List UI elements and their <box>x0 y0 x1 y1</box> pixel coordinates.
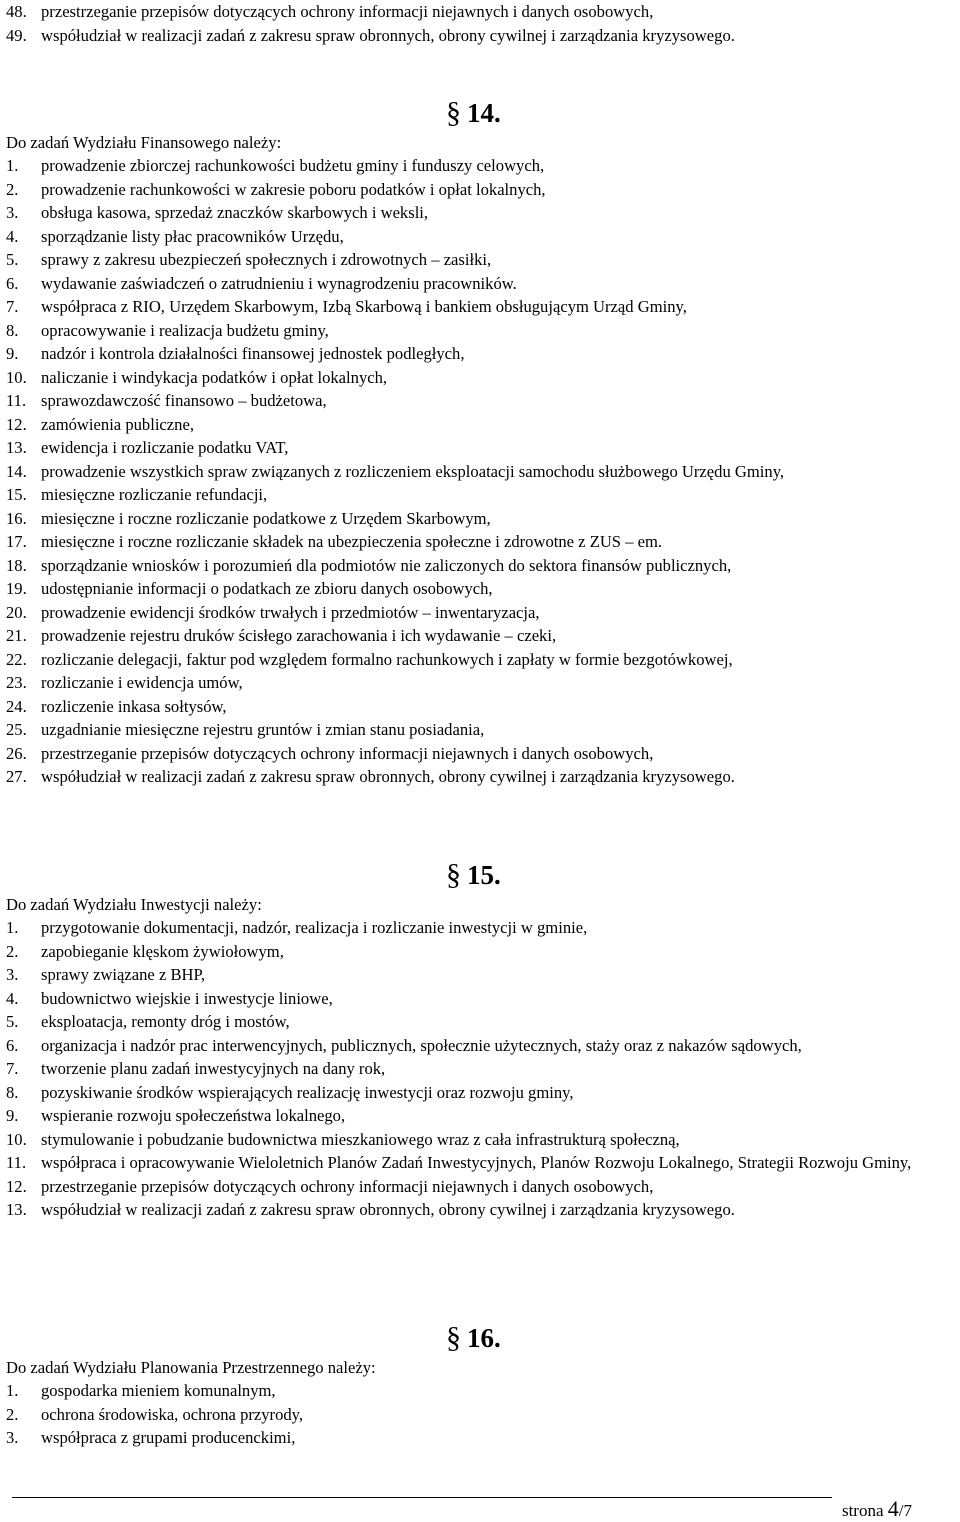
list-item <box>6 554 956 578</box>
item-number: 5. <box>6 250 19 269</box>
section-15 <box>6 855 956 1222</box>
item-number: 5. <box>6 1012 19 1031</box>
item-text: wspieranie rozwoju społeczeństwa lokalnego, <box>41 1106 346 1125</box>
item-number: 4. <box>6 988 19 1008</box>
item-text: współudział w realizacji zadań z zakresu spraw obronnych, obrony cywilnej i zarządzania kryzysowego. <box>41 767 735 786</box>
item-number: 12. <box>6 1176 27 1196</box>
list-item <box>6 1104 956 1128</box>
item-text: organizacja i nadzór prac interwencyjnych, publicznych, społecznie użytecznych, staży oraz z nakazów sądowych, <box>41 1035 802 1055</box>
item-number: 14. <box>6 461 27 481</box>
list-item <box>6 1151 956 1175</box>
section-intro: Do zadań Wydziału Finansowego należy: <box>6 133 282 152</box>
item-text: sprawy z zakresu ubezpieczeń społecznych i zdrowotnych – zasiłki, <box>41 250 492 269</box>
item-text: przestrzeganie przepisów dotyczących ochrony informacji niejawnych i danych osobowych, <box>41 2 654 21</box>
item-text: współpraca i opracowywanie Wieloletnich Planów Zadań Inwestycyjnych, Planów Rozwoju Lokalnego, Strategii Rozwoju Gminy, <box>41 1153 912 1172</box>
item-number: 18. <box>6 555 27 575</box>
section-heading <box>6 1318 956 1358</box>
item-text: prowadzenie zbiorczej rachunkowości budżetu gminy i funduszy celowych, <box>41 156 545 175</box>
item-text: pozyskiwanie środków wspierających realizację inwestycji oraz rozwoju gminy, <box>41 1082 574 1102</box>
item-number: 1. <box>6 156 19 175</box>
item-text: przestrzeganie przepisów dotyczących ochrony informacji niejawnych i danych osobowych, <box>41 743 654 763</box>
list-item <box>6 436 956 460</box>
item-text: współpraca z RIO, Urzędem Skarbowym, Izbą Skarbową i bankiem obsługującym Urząd Gminy, <box>41 297 687 316</box>
list-item <box>6 507 956 531</box>
continued-list <box>6 0 956 47</box>
section-intro: Do zadań Wydziału Inwestycji należy: <box>6 895 262 914</box>
item-text: eksploatacja, remonty dróg i mostów, <box>41 1012 290 1031</box>
item-text: prowadzenie rachunkowości w zakresie poboru podatków i opłat lokalnych, <box>41 179 546 199</box>
current-page-number: 4 <box>887 1496 899 1521</box>
list-item <box>6 1034 956 1058</box>
item-number: 11. <box>6 391 27 410</box>
item-text: przestrzeganie przepisów dotyczących ochrony informacji niejawnych i danych osobowych, <box>41 1176 654 1196</box>
item-text: zamówienia publiczne, <box>41 414 194 434</box>
item-text: prowadzenie rejestru druków ścisłego zarachowania i ich wydawanie – czeki, <box>41 626 557 645</box>
item-text: sprawozdawczość finansowo – budżetowa, <box>41 391 327 410</box>
item-text: obsługa kasowa, sprzedaż znaczków skarbowych i weksli, <box>41 203 429 222</box>
item-text: współudział w realizacji zadań z zakresu spraw obronnych, obrony cywilnej i zarządzania kryzysowego. <box>41 1200 735 1219</box>
list-item <box>6 1175 956 1199</box>
section-intro: Do zadań Wydziału Planowania Przestrzennego należy: <box>6 1358 376 1377</box>
item-text: opracowywanie i realizacja budżetu gminy, <box>41 320 329 340</box>
item-number: 2. <box>6 941 19 961</box>
item-number: 1. <box>6 1381 19 1400</box>
section-number: 14. <box>467 98 501 128</box>
list-item <box>6 765 956 789</box>
item-number: 19. <box>6 579 27 598</box>
item-text: prowadzenie wszystkich spraw związanych z rozliczeniem eksploatacji samochodu służbowego Urzędu Gminy, <box>41 461 785 481</box>
footer-divider <box>12 1497 832 1498</box>
list-item <box>6 963 956 987</box>
item-text: współpraca z grupami producenckimi, <box>41 1428 296 1447</box>
list-item <box>6 1057 956 1081</box>
item-text: uzgadnianie miesięczne rejestru gruntów i zmian stanu posiadania, <box>41 720 485 739</box>
list-item <box>6 366 956 390</box>
list-item <box>6 248 956 272</box>
item-text: miesięczne i roczne rozliczanie podatkowe z Urzędem Skarbowym, <box>41 508 491 528</box>
item-number: 10. <box>6 1129 27 1149</box>
item-number: 12. <box>6 414 27 434</box>
item-number: 16. <box>6 508 27 528</box>
item-text: stymulowanie i pobudzanie budownictwa mieszkaniowego wraz z cała infrastrukturą społeczną, <box>41 1129 680 1149</box>
list-item <box>6 916 956 940</box>
list-item <box>6 389 956 413</box>
item-text: wydawanie zaświadczeń o zatrudnieniu i wynagrodzeniu pracowników. <box>41 273 517 293</box>
item-number: 3. <box>6 965 19 984</box>
list-item <box>6 178 956 202</box>
item-text: budownictwo wiejskie i inwestycje liniowe, <box>41 988 333 1008</box>
item-number: 22. <box>6 649 27 669</box>
list-item <box>6 601 956 625</box>
list-item <box>6 940 956 964</box>
item-number: 9. <box>6 1106 19 1125</box>
item-text: miesięczne i roczne rozliczanie składek na ubezpieczenia społeczne i zdrowotne z ZUS – em. <box>41 532 663 551</box>
list-item <box>6 342 956 366</box>
task-list <box>6 154 956 789</box>
list-item <box>6 624 956 648</box>
item-number: 24. <box>6 696 27 716</box>
item-number: 6. <box>6 273 19 293</box>
item-number: 9. <box>6 344 19 363</box>
list-item <box>6 0 956 24</box>
item-text: prowadzenie ewidencji środków trwałych i przedmiotów – inwentaryzacja, <box>41 602 540 622</box>
item-number: 49. <box>6 25 27 45</box>
task-list <box>6 1379 956 1450</box>
item-text: zapobieganie klęskom żywiołowym, <box>41 941 284 961</box>
list-item <box>6 413 956 437</box>
item-text: nadzór i kontrola działalności finansowej jednostek podległych, <box>41 344 465 363</box>
list-item <box>6 1081 956 1105</box>
list-item <box>6 295 956 319</box>
item-text: ewidencja i rozliczanie podatku VAT, <box>41 438 289 457</box>
item-number: 13. <box>6 1200 27 1219</box>
item-number: 11. <box>6 1153 27 1172</box>
section-number: 15. <box>467 860 501 890</box>
item-number: 2. <box>6 179 19 199</box>
item-number: 7. <box>6 1059 19 1078</box>
item-number: 10. <box>6 367 27 387</box>
list-item <box>6 1198 956 1222</box>
item-text: rozliczanie i ewidencja umów, <box>41 673 243 692</box>
item-number: 27. <box>6 767 27 786</box>
list-item <box>6 201 956 225</box>
list-item <box>6 154 956 178</box>
page-separator: / <box>898 1501 904 1520</box>
total-pages: 7 <box>903 1501 912 1520</box>
section-heading <box>6 855 956 895</box>
item-number: 13. <box>6 438 27 457</box>
footer-label: strona <box>841 1501 884 1520</box>
list-item <box>6 1403 956 1427</box>
item-number: 8. <box>6 320 19 340</box>
list-item <box>6 742 956 766</box>
section-heading <box>6 93 956 133</box>
item-text: gospodarka mieniem komunalnym, <box>41 1381 276 1400</box>
paragraph-sign-icon: § <box>446 96 461 129</box>
list-item <box>6 24 956 48</box>
task-list <box>6 916 956 1222</box>
list-item <box>6 483 956 507</box>
item-text: rozliczanie delegacji, faktur pod względem formalno rachunkowych i zapłaty w formie bezgotówkowej, <box>41 649 733 669</box>
item-number: 6. <box>6 1035 19 1055</box>
item-text: rozliczenie inkasa sołtysów, <box>41 696 227 716</box>
list-item <box>6 577 956 601</box>
page-footer <box>842 1498 912 1522</box>
item-text: sprawy związane z BHP, <box>41 965 206 984</box>
item-number: 20. <box>6 602 27 622</box>
item-number: 2. <box>6 1404 19 1424</box>
item-number: 26. <box>6 743 27 763</box>
item-text: przygotowanie dokumentacji, nadzór, realizacja i rozliczanie inwestycji w gminie, <box>41 918 588 937</box>
item-number: 8. <box>6 1082 19 1102</box>
item-number: 1. <box>6 918 19 937</box>
list-item <box>6 319 956 343</box>
list-item <box>6 1010 956 1034</box>
item-number: 7. <box>6 297 19 316</box>
list-item <box>6 648 956 672</box>
item-number: 15. <box>6 485 27 504</box>
section-number: 16. <box>467 1323 501 1353</box>
item-number: 3. <box>6 203 19 222</box>
item-text: naliczanie i windykacja podatków i opłat lokalnych, <box>41 367 388 387</box>
item-text: ochrona środowiska, ochrona przyrody, <box>41 1404 304 1424</box>
list-item <box>6 225 956 249</box>
paragraph-sign-icon: § <box>446 1321 461 1354</box>
list-item <box>6 530 956 554</box>
paragraph-sign-icon: § <box>446 858 461 891</box>
list-item <box>6 987 956 1011</box>
list-item <box>6 1426 956 1450</box>
item-number: 17. <box>6 532 27 551</box>
list-item <box>6 1128 956 1152</box>
item-number: 23. <box>6 673 27 692</box>
list-item <box>6 1379 956 1403</box>
item-number: 48. <box>6 2 27 21</box>
item-number: 21. <box>6 626 27 645</box>
item-number: 3. <box>6 1428 19 1447</box>
item-text: tworzenie planu zadań inwestycyjnych na dany rok, <box>41 1059 386 1078</box>
item-text: sporządzanie wniosków i porozumień dla podmiotów nie zaliczonych do sektora finansów publicznych, <box>41 555 732 575</box>
item-number: 25. <box>6 720 27 739</box>
section-16 <box>6 1318 956 1450</box>
list-item <box>6 695 956 719</box>
item-text: udostępnianie informacji o podatkach ze zbioru danych osobowych, <box>41 579 493 598</box>
list-item <box>6 718 956 742</box>
section-14 <box>6 93 956 789</box>
list-item <box>6 272 956 296</box>
item-number: 4. <box>6 226 19 246</box>
item-text: sporządzanie listy płac pracowników Urzędu, <box>41 226 344 246</box>
list-item <box>6 460 956 484</box>
item-text: współudział w realizacji zadań z zakresu spraw obronnych, obrony cywilnej i zarządzania kryzysowego. <box>41 25 735 45</box>
list-item <box>6 671 956 695</box>
item-text: miesięczne rozliczanie refundacji, <box>41 485 268 504</box>
